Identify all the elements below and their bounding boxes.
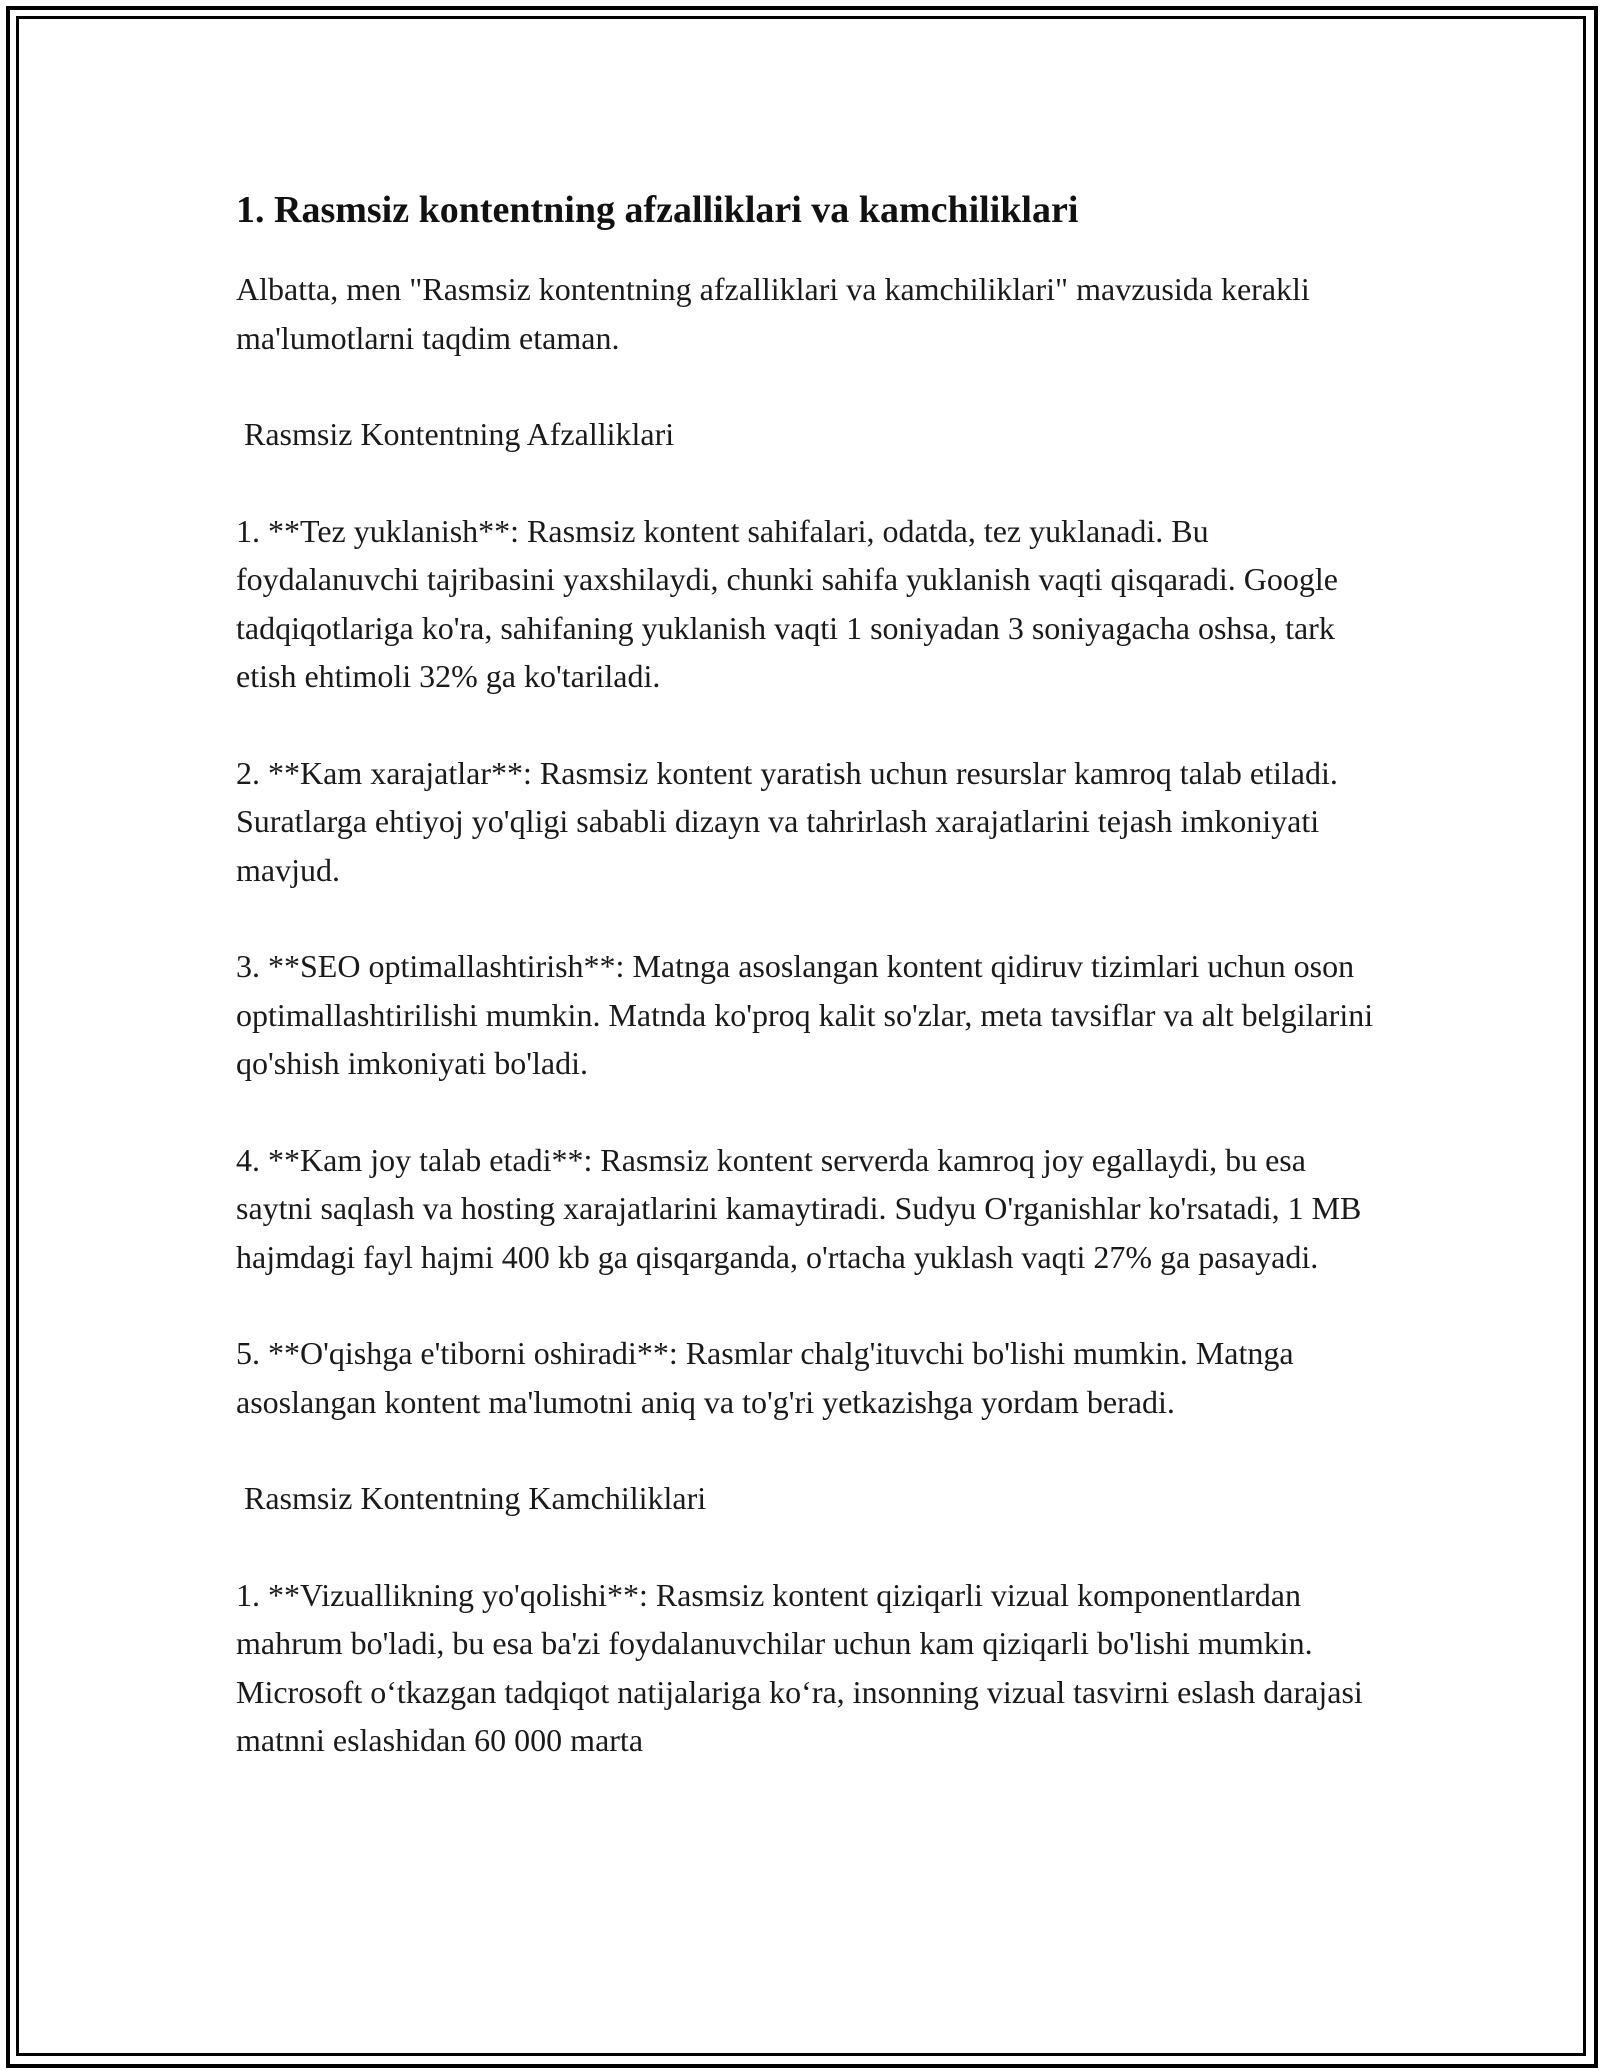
disadvantage-item-1: 1. **Vizuallikning yo'qolishi**: Rasmsiz kontent qiziqarli vizual komponentlardan mahrum bo'ladi, bu esa ba'zi foydalanuvchilar uchun kam qiziqarli bo'lishi mumkin. Microsoft o‘tkazgan tadqiqot natijalariga ko‘ra, insonning vizual tasvirni eslash darajasi matnni eslashidan 60 000 marta (236, 1576, 1363, 1759)
advantage-item-1: 1. **Tez yuklanish**: Rasmsiz kontent sahifalari, odatda, tez yuklanadi. Bu foydalanuvchi tajribasini yaxshilaydi, chunki sahifa yuklanish vaqti qisqaradi. Google tadqiqotlariga ko'ra, sahifaning yuklanish vaqti 1 soniyadan 3 soniyagacha oshsa, tark etish ehtimoli 32% ga ko'tariladi. (236, 512, 1338, 695)
advantage-item-2: 2. **Kam xarajatlar**: Rasmsiz kontent yaratish uchun resurslar kamroq talab etiladi. Suratlarga ehtiyoj yo'qligi sababli dizayn va tahrirlash xarajatlarini tejash imkoniyati mavjud. (236, 754, 1338, 888)
document-body (236, 186, 1376, 1813)
advantage-item-3: 3. **SEO optimallashtirish**: Matnga asoslangan kontent qidiruv tizimlari uchun oson optimallashtirilishi mumkin. Matnda ko'proq kalit so'zlar, meta tavsiflar va alt belgilarini qo'shish imkoniyati bo'ladi. (236, 948, 1374, 1082)
disadvantages-heading: Rasmsiz Kontentning Kamchiliklari (244, 1480, 707, 1517)
advantage-item-4: 4. **Kam joy talab etadi**: Rasmsiz kontent serverda kamroq joy egallaydi, bu esa saytni saqlash va hosting xarajatlarini kamaytiradi. Sudyu O'rganishlar ko'rsatadi, 1 MB hajmdagi fayl hajmi 400 kb ga qisqarganda, o'rtacha yuklash vaqti 27% ga pasayadi. (236, 1141, 1362, 1275)
intro-paragraph: Albatta, men "Rasmsiz kontentning afzalliklari va kamchiliklari" mavzusida kerakli ma'lumotlarni taqdim etaman. (236, 271, 1310, 356)
advantages-heading: Rasmsiz Kontentning Afzalliklari (244, 416, 675, 453)
document-title: 1. Rasmsiz kontentning afzalliklari va kamchiliklari (236, 189, 1079, 231)
advantage-item-5: 5. **O'qishga e'tiborni oshiradi**: Rasmlar chalg'ituvchi bo'lishi mumkin. Matnga asoslangan kontent ma'lumotni aniq va to'g'ri yetkazishga yordam beradi. (236, 1335, 1294, 1420)
